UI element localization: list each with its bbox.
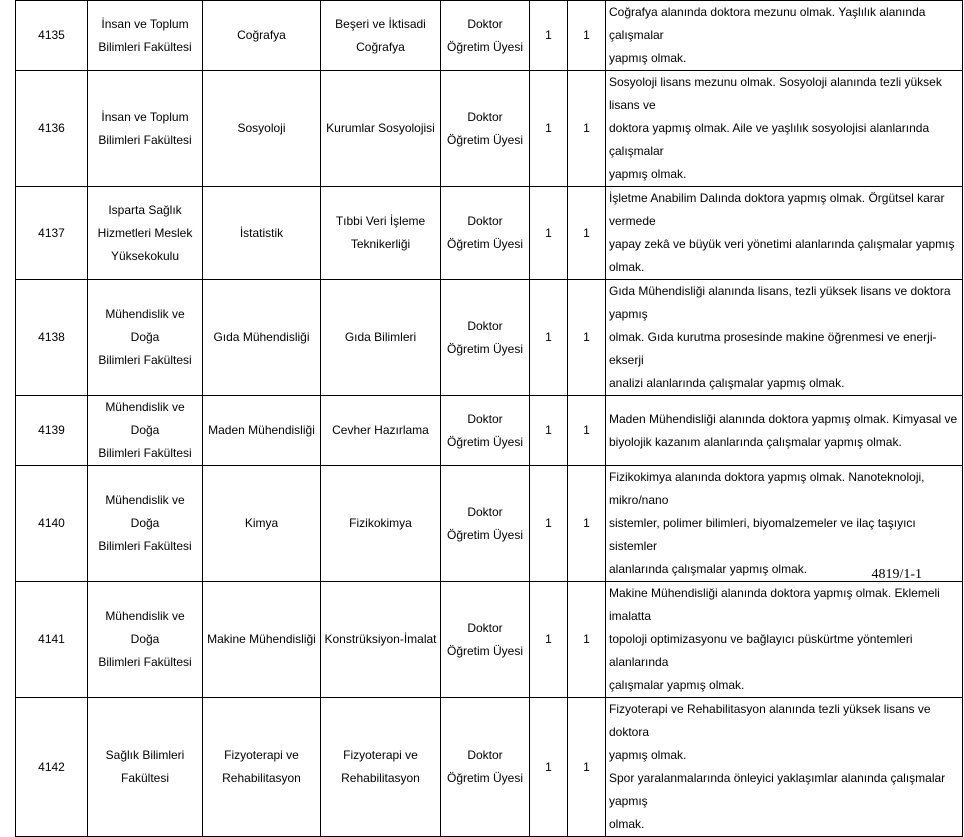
- cell-department: Fizyoterapi ve Rehabilitasyon: [203, 698, 321, 837]
- table-row: [16, 280, 963, 396]
- cell-faculty: İnsan ve Toplum Bilimleri Fakültesi: [88, 1, 203, 71]
- cell-number: 4137: [16, 187, 88, 280]
- cell-faculty: İnsan ve Toplum Bilimleri Fakültesi: [88, 71, 203, 187]
- table-row: [16, 466, 963, 582]
- cell-department: Coğrafya: [203, 1, 321, 71]
- table-row: [16, 71, 963, 187]
- cell-count-b: 1: [568, 280, 606, 396]
- cell-count-a: 1: [530, 698, 568, 837]
- table-row: [16, 187, 963, 280]
- cell-requirement: Makine Mühendisliği alanında doktora yapmış olmak. Eklemeli imalatta topoloji optimizasyonu ve bağlayıcı püskürtme yöntemleri alanlarında çalışmalar yapmış olmak.: [606, 582, 963, 698]
- cell-requirement: Gıda Mühendisliği alanında lisans, tezli yüksek lisans ve doktora yapmış olmak. Gıda kurutma prosesinde makine öğrenmesi ve enerji-ekserji analizi alanlarında çalışmalar yapmış olmak.: [606, 280, 963, 396]
- cell-count-b: 1: [568, 1, 606, 71]
- cell-requirement: Coğrafya alanında doktora mezunu olmak. Yaşlılık alanında çalışmalar yapmış olmak.: [606, 1, 963, 71]
- cell-count-a: 1: [530, 466, 568, 582]
- cell-requirement: Fizikokimya alanında doktora yapmış olmak. Nanoteknoloji, mikro/nano sistemler, polimer bilimleri, biyomalzemeler ve ilaç taşıyıcı sistemler alanlarında çalışmalar yapmış olmak.: [606, 466, 963, 582]
- cell-count-b: 1: [568, 582, 606, 698]
- cell-count-b: 1: [568, 71, 606, 187]
- cell-count-b: 1: [568, 396, 606, 466]
- cell-program: Kurumlar Sosyolojisi: [321, 71, 441, 187]
- cell-number: 4142: [16, 698, 88, 837]
- position-listing-table: [15, 0, 963, 837]
- table-row: [16, 582, 963, 698]
- cell-program: Fizikokimya: [321, 466, 441, 582]
- cell-number: 4139: [16, 396, 88, 466]
- cell-program: Beşeri ve İktisadi Coğrafya: [321, 1, 441, 71]
- cell-count-a: 1: [530, 280, 568, 396]
- cell-title: Doktor Öğretim Üyesi: [441, 396, 530, 466]
- cell-title: Doktor Öğretim Üyesi: [441, 187, 530, 280]
- cell-program: Cevher Hazırlama: [321, 396, 441, 466]
- cell-count-b: 1: [568, 466, 606, 582]
- cell-title: Doktor Öğretim Üyesi: [441, 698, 530, 837]
- cell-program: Fizyoterapi ve Rehabilitasyon: [321, 698, 441, 837]
- cell-number: 4138: [16, 280, 88, 396]
- cell-count-a: 1: [530, 71, 568, 187]
- cell-count-b: 1: [568, 698, 606, 837]
- cell-faculty: Sağlık Bilimleri Fakültesi: [88, 698, 203, 837]
- cell-number: 4135: [16, 1, 88, 71]
- cell-program: Konstrüksiyon-İmalat: [321, 582, 441, 698]
- cell-requirement: Sosyoloji lisans mezunu olmak. Sosyoloji alanında tezli yüksek lisans ve doktora yapmış olmak. Aile ve yaşlılık sosyolojisi alanlarında çalışmalar yapmış olmak.: [606, 71, 963, 187]
- cell-faculty: Isparta Sağlık Hizmetleri Meslek Yüksekokulu: [88, 187, 203, 280]
- cell-department: Maden Mühendisliği: [203, 396, 321, 466]
- table-row: [16, 698, 963, 837]
- cell-title: Doktor Öğretim Üyesi: [441, 466, 530, 582]
- cell-title: Doktor Öğretim Üyesi: [441, 582, 530, 698]
- cell-faculty: Mühendislik ve Doğa Bilimleri Fakültesi: [88, 466, 203, 582]
- cell-requirement: İşletme Anabilim Dalında doktora yapmış olmak. Örgütsel karar vermede yapay zekâ ve büyük veri yönetimi alanlarında çalışmalar yapmış olmak.: [606, 187, 963, 280]
- document-code: 4819/1-1: [871, 567, 922, 582]
- table-body: [16, 1, 963, 837]
- cell-department: Gıda Mühendisliği: [203, 280, 321, 396]
- cell-title: Doktor Öğretim Üyesi: [441, 280, 530, 396]
- cell-department: Kimya: [203, 466, 321, 582]
- cell-count-b: 1: [568, 187, 606, 280]
- cell-number: 4136: [16, 71, 88, 187]
- cell-title: Doktor Öğretim Üyesi: [441, 1, 530, 71]
- cell-requirement: Maden Mühendisliği alanında doktora yapmış olmak. Kimyasal ve biyolojik kazanım alanlarında çalışmalar yapmış olmak.: [606, 396, 963, 466]
- table-row: [16, 1, 963, 71]
- cell-faculty: Mühendislik ve Doğa Bilimleri Fakültesi: [88, 396, 203, 466]
- cell-program: Tıbbi Veri İşleme Teknikerliği: [321, 187, 441, 280]
- cell-count-a: 1: [530, 582, 568, 698]
- cell-title: Doktor Öğretim Üyesi: [441, 71, 530, 187]
- cell-requirement: Fizyoterapi ve Rehabilitasyon alanında tezli yüksek lisans ve doktora yapmış olmak. Spor yaralanmalarında önleyici yaklaşımlar alanında çalışmalar yapmış olmak.: [606, 698, 963, 837]
- cell-count-a: 1: [530, 1, 568, 71]
- cell-number: 4141: [16, 582, 88, 698]
- cell-department: Sosyoloji: [203, 71, 321, 187]
- cell-program: Gıda Bilimleri: [321, 280, 441, 396]
- cell-number: 4140: [16, 466, 88, 582]
- table-row: [16, 396, 963, 466]
- cell-count-a: 1: [530, 187, 568, 280]
- cell-department: İstatistik: [203, 187, 321, 280]
- cell-department: Makine Mühendisliği: [203, 582, 321, 698]
- cell-faculty: Mühendislik ve Doğa Bilimleri Fakültesi: [88, 280, 203, 396]
- cell-count-a: 1: [530, 396, 568, 466]
- cell-faculty: Mühendislik ve Doğa Bilimleri Fakültesi: [88, 582, 203, 698]
